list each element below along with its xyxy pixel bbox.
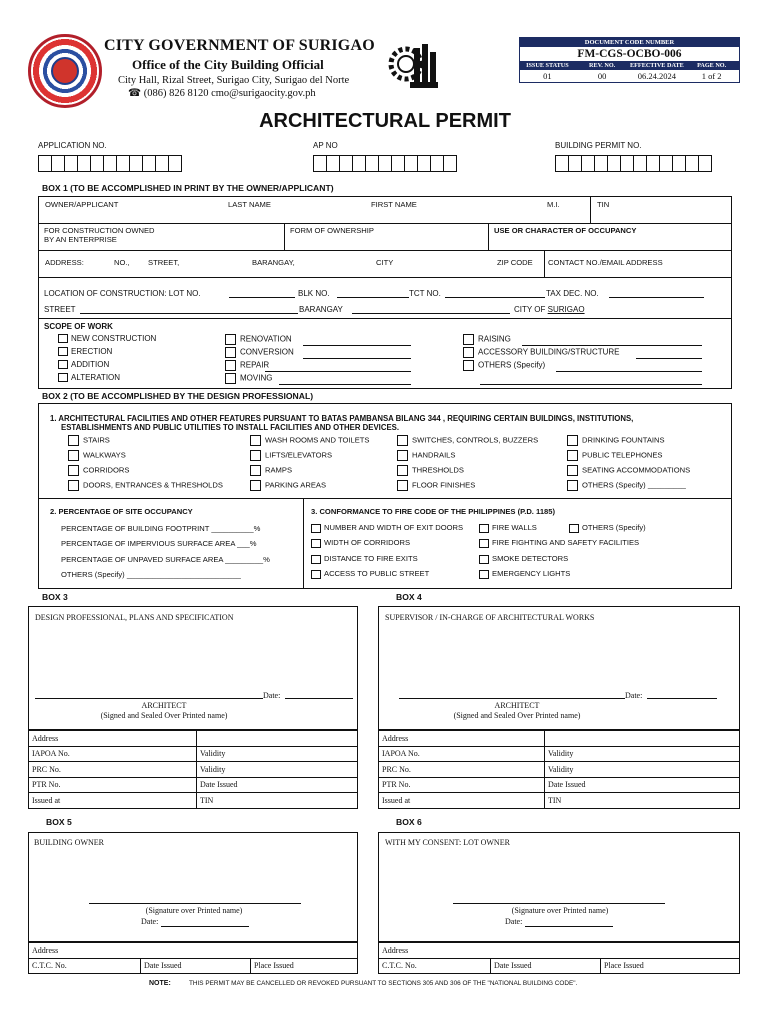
box4-signed: (Signed and Sealed Over Printed name) — [453, 711, 581, 720]
box5-ctc[interactable]: C.T.C. No. — [29, 958, 141, 974]
tin-label: TIN — [597, 200, 610, 209]
pct-building-footprint[interactable]: PERCENTAGE OF BUILDING FOOTPRINT __________% — [61, 524, 261, 533]
box4-date-field[interactable] — [647, 698, 717, 699]
checkbox-icon[interactable] — [225, 360, 236, 371]
street-field[interactable] — [80, 313, 298, 314]
building-office-logo — [386, 38, 438, 90]
checkbox-icon[interactable] — [397, 465, 408, 476]
box4-validity-2[interactable]: Validity — [545, 762, 740, 778]
fac-others[interactable]: OTHERS (Specify) _________ — [567, 480, 686, 491]
checkbox-icon[interactable] — [397, 480, 408, 491]
document-code-box — [519, 37, 740, 83]
section1-title-a: 1. ARCHITECTURAL FACILITIES AND OTHER FEATURES PURSUANT TO BATAS PAMBANSA BILANG 344 , REQUIRING CERTAIN BUILDINGS, INSTITUTIONS, — [50, 414, 634, 423]
org-contact: ☎ (086) 826 8120 cmo@surigaocity.gov.ph — [128, 88, 316, 99]
checkbox-icon[interactable] — [68, 480, 79, 491]
scope-of-work-label: SCOPE OF WORK — [44, 322, 113, 331]
box3-architect: ARCHITECT — [141, 701, 187, 710]
box4-address[interactable]: Address — [379, 731, 545, 747]
page-no: 1 of 2 — [701, 71, 722, 81]
box3-signed: (Signed and Sealed Over Printed name) — [100, 711, 228, 720]
scope-repair[interactable]: REPAIR — [225, 360, 269, 371]
rev-no: 00 — [597, 71, 607, 81]
box4-prc[interactable]: PRC No. — [379, 762, 545, 778]
box4-tin[interactable]: TIN — [545, 793, 740, 809]
box2-title: BOX 2 (TO BE ACCOMPLISHED BY THE DESIGN PROFESSIONAL) — [42, 391, 314, 401]
checkbox-icon[interactable] — [250, 465, 261, 476]
checkbox-icon[interactable] — [567, 435, 578, 446]
fac-ramps[interactable]: RAMPS — [250, 465, 292, 476]
scope-new-construction[interactable]: NEW CONSTRUCTION — [58, 334, 156, 343]
org-office: Office of the City Building Official — [132, 57, 324, 72]
barangay-field[interactable] — [352, 313, 510, 314]
lot-no-field[interactable] — [229, 297, 295, 298]
scope-accessory[interactable]: ACCESSORY BUILDING/STRUCTURE — [463, 347, 620, 358]
fac-handrails[interactable]: HANDRAILS — [397, 450, 455, 461]
box5-date-label: Date: — [141, 917, 159, 926]
enterprise-label-2: BY AN ENTERPRISE — [44, 235, 117, 244]
fac-stairs[interactable]: STAIRS — [68, 435, 110, 446]
ap-no-field[interactable] — [313, 155, 456, 172]
scope-renovation[interactable]: RENOVATION — [225, 334, 292, 345]
box3-table — [28, 730, 358, 809]
box5-table — [28, 942, 358, 974]
location-lot-label: LOCATION OF CONSTRUCTION: LOT NO. — [44, 289, 201, 298]
checkbox-icon[interactable] — [225, 334, 236, 345]
fac-lifts[interactable]: LIFTS/ELEVATORS — [250, 450, 332, 461]
box4-label: BOX 4 — [396, 592, 422, 602]
note-text: THIS PERMIT MAY BE CANCELLED OR REVOKED PURSUANT TO SECTIONS 305 AND 306 OF THE "NATIONAL BUILDING CODE". — [189, 980, 578, 987]
box3-date-issued[interactable]: Date Issued — [197, 777, 358, 793]
barangay-label: BARANGAY, — [252, 258, 295, 267]
box6-signature-area — [378, 832, 740, 942]
scope-alteration[interactable]: ALTERATION — [58, 373, 120, 382]
use-of-occupancy-label: USE OR CHARACTER OF OCCUPANCY — [494, 226, 637, 235]
box4-validity-1[interactable]: Validity — [545, 746, 740, 762]
box5-date-field[interactable] — [161, 926, 249, 927]
box6-ctc[interactable]: C.T.C. No. — [379, 958, 491, 974]
city-of-label: CITY OF SURIGAO — [514, 305, 585, 314]
scope-others[interactable]: OTHERS (Specify) — [463, 360, 545, 371]
box4-issued-at[interactable]: Issued at — [379, 793, 545, 809]
fire-access-street[interactable]: ACCESS TO PUBLIC STREET — [311, 569, 429, 579]
box4-iapoa[interactable]: IAPOA No. — [379, 746, 545, 762]
mi-label: M.I. — [547, 200, 560, 209]
box5-signature-line[interactable] — [89, 903, 301, 904]
box3-head: DESIGN PROFESSIONAL, PLANS AND SPECIFICATION — [35, 613, 234, 622]
blk-no-field[interactable] — [337, 297, 409, 298]
fac-public-telephones[interactable]: PUBLIC TELEPHONES — [567, 450, 662, 461]
checkbox-icon[interactable] — [569, 524, 579, 533]
box6-label: BOX 6 — [396, 817, 422, 827]
scope-raising[interactable]: RAISING — [463, 334, 511, 345]
tct-label: TCT NO. — [409, 289, 441, 298]
fire-exit-doors[interactable]: NUMBER AND WIDTH OF EXIT DOORS — [311, 523, 463, 533]
box4-architect: ARCHITECT — [494, 701, 540, 710]
effective-date-label: EFFECTIVE DATE — [630, 62, 684, 69]
checkbox-icon[interactable] — [567, 465, 578, 476]
fac-thresholds[interactable]: THRESHOLDS — [397, 465, 464, 476]
fire-corridors[interactable]: WIDTH OF CORRIDORS — [311, 538, 410, 548]
city-name: SURIGAO — [547, 305, 585, 314]
box5-date-issued[interactable]: Date Issued — [141, 958, 251, 974]
checkbox-icon[interactable] — [311, 524, 321, 533]
checkbox-icon[interactable] — [397, 435, 408, 446]
fire-distance-exits[interactable]: DISTANCE TO FIRE EXITS — [311, 554, 418, 564]
fire-others[interactable]: OTHERS (Specify) — [569, 523, 646, 533]
box4-head: SUPERVISOR / IN-CHARGE OF ARCHITECTURAL WORKS — [385, 613, 595, 622]
application-no-label: APPLICATION NO. — [38, 141, 107, 150]
checkbox-icon[interactable] — [250, 435, 261, 446]
box6-head: WITH MY CONSENT: LOT OWNER — [385, 838, 510, 847]
scope-conversion[interactable]: CONVERSION — [225, 347, 294, 358]
box1-title: BOX 1 (TO BE ACCOMPLISHED IN PRINT BY THE OWNER/APPLICANT) — [42, 183, 334, 193]
checkbox-icon[interactable] — [68, 435, 79, 446]
box3-signature-area — [28, 606, 358, 730]
zip-label: ZIP CODE — [497, 258, 533, 267]
issue-status-label: ISSUE STATUS — [520, 61, 575, 70]
org-block — [104, 37, 394, 99]
contact-label: CONTACT NO./EMAIL ADDRESS — [548, 258, 663, 267]
box3-iapoa[interactable]: IAPOA No. — [29, 746, 197, 762]
address-label: ADDRESS: — [45, 258, 84, 267]
city-label: CITY — [376, 258, 394, 267]
checkbox-icon[interactable] — [479, 539, 489, 548]
fire-emergency-lights[interactable]: EMERGENCY LIGHTS — [479, 569, 570, 579]
owner-label: OWNER/APPLICANT — [45, 200, 119, 209]
fire-walls[interactable]: FIRE WALLS — [479, 523, 537, 533]
checkbox-icon[interactable] — [463, 347, 474, 358]
checkbox-icon[interactable] — [58, 373, 68, 382]
building-permit-no-field[interactable] — [555, 155, 711, 172]
checkbox-icon[interactable] — [58, 360, 68, 369]
doc-code: FM-CGS-OCBO-006 — [577, 48, 682, 60]
page-title: ARCHITECTURAL PERMIT — [259, 110, 511, 132]
org-address: City Hall, Rizal Street, Surigao City, Surigao del Norte — [118, 75, 350, 86]
fac-walkways[interactable]: WALKWAYS — [68, 450, 126, 461]
enterprise-label-1: FOR CONSTRUCTION OWNED — [44, 226, 155, 235]
issue-status: 01 — [543, 71, 552, 81]
box3-validity-1[interactable]: Validity — [197, 746, 358, 762]
fire-fighting-facilities[interactable]: FIRE FIGHTING AND SAFETY FACILITIES — [479, 538, 639, 548]
fire-smoke-detectors[interactable]: SMOKE DETECTORS — [479, 554, 568, 564]
checkbox-icon[interactable] — [463, 334, 474, 345]
checkbox-icon[interactable] — [567, 450, 578, 461]
checkbox-icon[interactable] — [311, 570, 321, 579]
box3-issued-at[interactable]: Issued at — [29, 793, 197, 809]
box4-date-label: Date: — [625, 691, 643, 700]
pct-impervious[interactable]: PERCENTAGE OF IMPERVIOUS SURFACE AREA ___% — [61, 539, 257, 548]
checkbox-icon[interactable] — [68, 450, 79, 461]
box4-ptr[interactable]: PTR No. — [379, 777, 545, 793]
checkbox-icon[interactable] — [397, 450, 408, 461]
first-name-label: FIRST NAME — [371, 200, 417, 209]
checkbox-icon[interactable] — [68, 465, 79, 476]
box3-address[interactable]: Address — [29, 731, 197, 747]
box3-date-label: Date: — [263, 691, 281, 700]
checkbox-icon[interactable] — [479, 555, 489, 564]
box5-address[interactable]: Address — [29, 943, 358, 959]
checkbox-icon[interactable] — [250, 450, 261, 461]
box3-prc[interactable]: PRC No. — [29, 762, 197, 778]
checkbox-icon[interactable] — [479, 524, 489, 533]
box6-address[interactable]: Address — [379, 943, 740, 959]
checkbox-icon[interactable] — [567, 480, 578, 491]
section1-title-b: ESTABLISHMENTS AND PUBLIC UTILITIES TO INSTALL FACILITIES AND OTHER DEVICES. — [61, 423, 400, 432]
fac-corridors[interactable]: CORRIDORS — [68, 465, 129, 476]
pct-unpaved[interactable]: PERCENTAGE OF UNPAVED SURFACE AREA _________% — [61, 555, 270, 564]
box4-table — [378, 730, 740, 809]
box6-sig-caption: (Signature over Printed name) — [511, 906, 609, 915]
checkbox-icon[interactable] — [463, 360, 474, 371]
street-label-2: STREET — [44, 305, 76, 314]
checkbox-icon[interactable] — [225, 373, 236, 384]
building-permit-no-label: BUILDING PERMIT NO. — [555, 141, 642, 150]
box5-signature-area — [28, 832, 358, 942]
checkbox-icon[interactable] — [58, 347, 68, 356]
checkbox-icon[interactable] — [311, 555, 321, 564]
city-seal-logo — [28, 34, 102, 108]
checkbox-icon[interactable] — [479, 570, 489, 579]
pct-others[interactable]: OTHERS (Specify) ___________________________ — [61, 570, 241, 579]
box5-sig-caption: (Signature over Printed name) — [145, 906, 243, 915]
rev-no-label: REV. NO. — [575, 61, 630, 70]
fac-drinking-fountains[interactable]: DRINKING FOUNTAINS — [567, 435, 665, 446]
checkbox-icon[interactable] — [250, 480, 261, 491]
page-no-label: PAGE NO. — [684, 61, 739, 70]
fac-floor-finishes[interactable]: FLOOR FINISHES — [397, 480, 475, 491]
scope-addition[interactable]: ADDITION — [58, 360, 109, 369]
last-name-label: LAST NAME — [228, 200, 271, 209]
org-title: CITY GOVERNMENT OF SURIGAO — [104, 37, 375, 54]
section2-title: 2. PERCENTAGE OF SITE OCCUPANCY — [50, 507, 193, 516]
fac-seating[interactable]: SEATING ACCOMMODATIONS — [567, 465, 690, 476]
box6-date-label: Date: — [505, 917, 523, 926]
effective-date: 06.24.2024 — [637, 71, 676, 81]
box6-date-field[interactable] — [525, 926, 613, 927]
box6-place-issued[interactable]: Place Issued — [601, 958, 740, 974]
checkbox-icon[interactable] — [58, 334, 68, 343]
ap-no-label: AP NO — [313, 141, 338, 150]
fac-doors[interactable]: DOORS, ENTRANCES & THRESHOLDS — [68, 480, 223, 491]
box5-label: BOX 5 — [46, 817, 72, 827]
no-label: NO., — [114, 258, 130, 267]
note-label: NOTE: — [149, 980, 171, 987]
phone-icon: ☎ — [128, 88, 144, 99]
fac-switches[interactable]: SWITCHES, CONTROLS, BUZZERS — [397, 435, 538, 446]
box3-tin[interactable]: TIN — [197, 793, 358, 809]
box3-date-field[interactable] — [285, 698, 353, 699]
blk-label: BLK NO. — [298, 289, 330, 298]
box3-ptr[interactable]: PTR No. — [29, 777, 197, 793]
fac-wash-rooms[interactable]: WASH ROOMS AND TOILETS — [250, 435, 370, 446]
box6-table — [378, 942, 740, 974]
box5-place-issued[interactable]: Place Issued — [251, 958, 358, 974]
section3-title: 3. CONFORMANCE TO FIRE CODE OF THE PHILIPPINES (P.D. 1185) — [311, 507, 556, 516]
box6-signature-line[interactable] — [453, 903, 665, 904]
street-label: STREET, — [148, 258, 180, 267]
tct-no-field[interactable] — [445, 297, 545, 298]
box5-head: BUILDING OWNER — [34, 838, 104, 847]
box3-validity-2[interactable]: Validity — [197, 762, 358, 778]
scope-moving[interactable]: MOVING — [225, 373, 272, 384]
tax-dec-field[interactable] — [609, 297, 704, 298]
barangay-label-2: BARANGAY — [299, 305, 343, 314]
box4-signature-line[interactable] — [399, 698, 625, 699]
checkbox-icon[interactable] — [225, 347, 236, 358]
checkbox-icon[interactable] — [311, 539, 321, 548]
fac-parking[interactable]: PARKING AREAS — [250, 480, 326, 491]
form-of-ownership-label: FORM OF OWNERSHIP — [290, 226, 374, 235]
doc-code-label: DOCUMENT CODE NUMBER — [520, 38, 739, 47]
box6-date-issued[interactable]: Date Issued — [491, 958, 601, 974]
scope-erection[interactable]: ERECTION — [58, 347, 112, 356]
box4-signature-area — [378, 606, 740, 730]
box3-signature-line[interactable] — [35, 698, 263, 699]
box4-date-issued[interactable]: Date Issued — [545, 777, 740, 793]
tax-dec-label: TAX DEC. NO. — [546, 289, 599, 298]
application-no-field[interactable] — [38, 155, 181, 172]
box3-label: BOX 3 — [42, 592, 68, 602]
